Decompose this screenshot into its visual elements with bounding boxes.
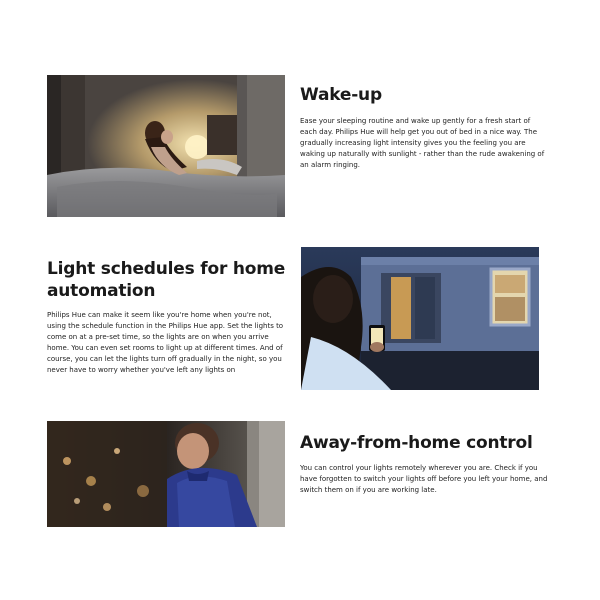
light-schedules-photo	[301, 247, 539, 390]
away-from-home-photo	[47, 421, 285, 527]
light-schedules-text	[47, 258, 292, 376]
away-from-home-title: Away-from-home control	[300, 433, 533, 453]
away-from-home-description: You can control your lights remotely wherever you are. Check if you have forgotten to switch your lights off before you left your home, and switch them on if you are working late.	[300, 464, 548, 494]
wake-up-photo	[47, 75, 285, 217]
away-from-home-text	[300, 432, 548, 496]
wake-up-title: Wake-up	[300, 85, 382, 105]
light-schedules-title: Light schedules for home automation	[47, 259, 286, 301]
wake-up-description: Ease your sleeping routine and wake up gently for a fresh start of each day. Philips Hue will help get you out of bed in a nice way. The gradually increasing light intensity gives you the feeling you are waking up naturally with sunlight - rather than the rude awakening of an alarm ringing.	[300, 117, 545, 169]
wake-up-text	[300, 84, 548, 171]
light-schedules-description: Philips Hue can make it seem like you're home when you're not, using the schedule function in the Philips Hue app. Set the lights to come on at a pre-set time, so the lights are on when you arrive home. You can even set rooms to light up at different times. And of course, you can let the lights turn off gradually in the night, so you never have to worry whether you've left any lights on	[47, 311, 284, 374]
